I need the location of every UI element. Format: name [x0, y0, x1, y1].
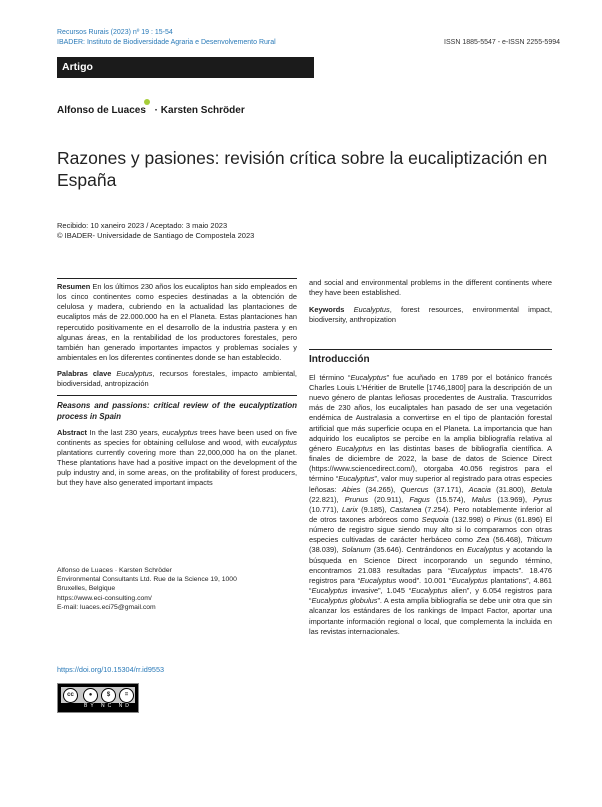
dates — [57, 221, 254, 241]
author-1: Alfonso de Luaces — [57, 105, 146, 116]
nd-icon: = — [119, 688, 134, 703]
journal-citation — [57, 28, 276, 47]
divider — [57, 278, 297, 279]
authors: Alfonso de Luaces · Karsten Schröder — [57, 105, 245, 116]
section-label: Artigo — [57, 57, 314, 78]
abstract-continued: and social and environmental problems in the different continents where they have been established. — [309, 278, 552, 298]
received-accepted: Recibido: 10 xaneiro 2023 / Aceptado: 3 maio 2023 — [57, 221, 228, 230]
article-title: Razones y pasiones: revisión crítica sobre la eucaliptización en España — [57, 148, 548, 190]
website-link[interactable]: https://www.eci-consulting.com/ — [57, 594, 152, 602]
palabras-clave: Palabras clave Eucalyptus, recursos forestales, impacto ambiental, biodiversidad, antropización — [57, 369, 297, 389]
contact-info: Alfonso de Luaces · Karsten Schröder Environmental Consultants Ltd. Rue de la Science 19, 1000 Bruxelles, Belgique https://www.eci-consulting.com/ E-mail: luaces.eci75@gmail.com — [57, 567, 237, 611]
divider — [57, 395, 297, 396]
intro-heading: Introducción — [309, 353, 370, 365]
nc-icon: $ — [101, 688, 116, 703]
abstract: Abstract In the last 230 years, eucalyptus trees have been used on five continents as species for obtaining cellulose and wood, with eucalyptus plantations currently covering more than 22,000,000 ha on the planet. These plantations have had a positive impact on the development of the pulp industry and, in some areas, on the profitability of forest producers, but they have also generated important impacts — [57, 427, 298, 488]
issn: ISSN 1885-5547 - e-ISSN 2255-5994 — [444, 39, 560, 46]
institute-line: IBADER: Instituto de Biodiversidade Agraria e Desenvolvemento Rural — [57, 38, 276, 46]
copyright: © IBADER- Universidade de Santiago de Compostela 2023 — [57, 231, 255, 240]
left-column — [57, 278, 297, 489]
resumen: Resumen En los últimos 230 años los eucaliptos han sido empleados en los cinco continentes como especies destinadas a la obtención de celulosa y madera, cubriendo en la actualidad las plantaciones de eucaliptos más de 22.000.000 ha en el Planeta. Estas plantaciones han repercutido positivamente en el desarrollo de la industria pastera y en algunas áreas, en la rentabilidad de los productores forestales, pero también han generado importantes impactos y problemas sociales y ambientales en los diferentes continentes donde se han establecido. — [57, 282, 297, 363]
email[interactable]: E-mail: luaces.eci75@gmail.com — [57, 603, 156, 611]
by-icon: ● — [83, 688, 98, 703]
intro-body: El término “Eucalyptus” fue acuñado en 1789 por el botánico francés Charles Louis L’Héritier de Brutelle [1746,1800] para la descripción de un nuevo género de plantas leñosas procedentes de Australia. Trascurridos más de 230 años, los eucaliptales han pasado de ser una vegetación endémica de Australasia a convertirse en el tipo de plantación forestal artificial que más superficie ocupa en el Planeta. La importancia que han adquirido los eucaliptos se percibe en la amplia bibliografía relativa al género Eucalyptus en las distintas bases de bibliografía científica. A finales de diciembre de 2022, la base de datos de Science Direct (https://www.sciencedirect.com/), otorgaba 40.056 registros para el término “Eucalyptus”, valor muy superior al registrado para otras especies leñosas: Abies (34.265), Quercus (37.171), Acacia (31.800), Betula (22.821), Prunus (20.911), Fagus (15.574), Malus (13.969), Pyrus (10.771), Larix (9.185), Castanea (7.254). Pero notablemente inferior al de otros taxones arbóreos como Sequoia (132.998) o Pinus (61.896) El número de registro sigue siendo muy alto si lo comparamos con otras especies cultivadas de carácter herbáceo como Zea (56.468), Triticum (38.039), Solanum (35.646). Centrándonos en Eucalyptus y acotando la búsqueda en Science Direct incorporando un segundo término, encontramos 21.083 resultadas para “Eucalyptus impacts”. 18.476 registros para “Eucalyptus wood”. 10.001 “Eucalyptus plantations”, 4.861 “Eucalyptus invasive”, 1.045 “Eucalyptus alien”, y 6.054 registros para “Eucalyptus globulus”. A esta amplia bibliografía se debe unir otra que sin alcanzar los estándares de los rankings de Impact Factor, aportar una importante información regional o local, que complementa la incluida en las revistas internacionales. — [309, 372, 553, 636]
cc-license-badge[interactable]: cc ● $ = BY NC ND — [57, 683, 139, 713]
right-column — [309, 278, 552, 637]
cc-icon: cc — [63, 688, 78, 703]
keywords: Keywords Eucalyptus, forest resources, environmental impact, biodiversity, anthropization — [309, 305, 552, 325]
english-title: Reasons and passions: critical review of the eucalyptization process in Spain — [57, 400, 297, 421]
journal-line: Recursos Rurais (2023) nº 19 : 15-54 — [57, 29, 173, 36]
orcid-icon[interactable] — [144, 99, 150, 105]
author-2: Karsten Schröder — [160, 105, 245, 116]
divider — [309, 349, 552, 350]
doi-link[interactable]: https://doi.org/10.15304/rr.id9553 — [57, 665, 165, 674]
